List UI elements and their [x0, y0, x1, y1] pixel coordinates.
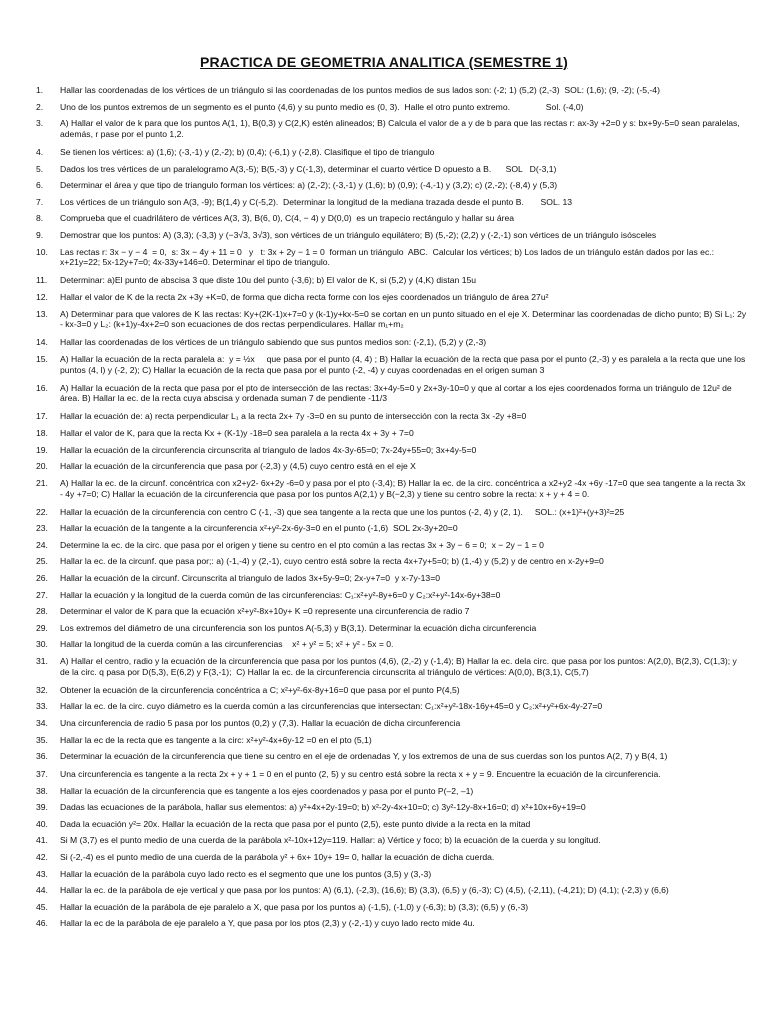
problem-text: Una circunferencia de radio 5 pasa por los puntos (0,2) y (7,3). Hallar la ecuación de dicha circunferencia [60, 717, 461, 728]
problem-number: 32. [36, 684, 48, 695]
problem-item [36, 507, 748, 518]
problem-text: A) Hallar el centro, radio y la ecuación de la circunferencia que pasa por los puntos (4,6), (2,-2) y (-1,4); B) Hallar la ec. dela circ. que pasa por los puntos: A(2,0), B(2,3), C(1,3); y de la circ. q pasa por D(5,3), E(6,2) y F(3,-1); C) Hallar la ec. de la circunferencia circunscrita al triángulo de vértices: A(0,0), B(3,1), C(5,7) [60, 655, 740, 677]
problem-item [36, 918, 748, 929]
problem-item [36, 718, 748, 729]
problem-number: 5. [36, 163, 44, 174]
problem-number: 31. [36, 655, 48, 666]
problem-text: Comprueba que el cuadrilátero de vértices A(3, 3), B(6, 0), C(4, − 4) y D(0,0) es un trapecio rectángulo y hallar su área [60, 213, 515, 224]
problem-number: 21. [36, 477, 48, 488]
problem-item [36, 590, 748, 601]
problem-text: A) Hallar la ec. de la circunf. concéntrica con x2+y2- 6x+2y -6=0 y pasa por el pto (-3,4); B) Hallar la ec. de la circ. concéntrica a x2+y2 -4x +6y -17=0 que sea tangente a la recta 3x - 4y +7=0; C) Hallar la ecuación de la circunferencia que pasa por los puntos A(2,1) y B(−2,3) y tiene su centro sobre la recta: x + y + 4 = 0. [60, 477, 748, 499]
problem-number: 36. [36, 751, 48, 762]
problem-text: Hallar el valor de K, para que la recta Kx + (K-1)y -18=0 sea paralela a la recta 4x + 3y + 7=0 [60, 428, 414, 439]
problem-text: Uno de los puntos extremos de un segmento es el punto (4,6) y su punto medio es (0, 3). Halle el otro punto extremo. Sol. (-4,0) [60, 101, 584, 112]
problem-number: 20. [36, 461, 48, 472]
problem-text: Hallar la ec de la parábola de eje paralelo a Y, que pasa por los ptos (2,3) y (-2,-1) y cuyo lado recto mide 4u. [60, 918, 475, 929]
problem-text: Una circunferencia es tangente a la recta 2x + y + 1 = 0 en el punto (2, 5) y su centro está sobre la recta x + y = 9. Encuentre la ecuación de la circunferencia. [60, 769, 661, 780]
problem-number: 23. [36, 523, 48, 534]
problem-text: Hallar la ecuación de la circunferencia con centro C (-1, -3) que sea tangente a la recta que une los puntos (-2, 4) y (2, 1). SOL.: (x+1)²+(y+3)²=25 [60, 506, 625, 517]
problem-item [36, 606, 748, 617]
problem-item [36, 786, 748, 797]
problem-item [36, 164, 748, 175]
problem-item [36, 428, 748, 439]
problem-number: 29. [36, 622, 48, 633]
problem-number: 10. [36, 246, 48, 257]
problem-number: 46. [36, 918, 48, 929]
problem-text: Hallar la ecuación de la parábola de eje paralelo a X, que pasa por los puntos a) (-1,5), (-1,0) y (-6,3); b) (3,3); (6,5) y (6,-3) [60, 901, 529, 912]
problem-number: 35. [36, 734, 48, 745]
problem-number: 7. [36, 196, 44, 207]
document-title: PRACTICA DE GEOMETRIA ANALITICA (SEMESTRE 1) [200, 54, 568, 70]
problem-item [36, 337, 748, 348]
problem-number: 38. [36, 785, 48, 796]
problem-number: 2. [36, 101, 44, 112]
problem-text: Determinar el área y que tipo de triangulo forman los vértices: a) (2,-2); (-3,-1) y (1,6); b) (0,9); (-4,-1) y (3,2); c) (2,-2); (-8,4) y (5,3) [60, 180, 558, 191]
problem-text: Obtener la ecuación de la circunferencia concéntrica a C; x²+y²-6x-8y+16=0 que pasa por el punto P(4,5) [60, 684, 460, 695]
problem-item [36, 902, 748, 913]
problem-text: Se tienen los vértices: a) (1,6); (-3,-1) y (2,-2); b) (0,4); (-6,1) y (-2,8). Clasifique el tipo de triangulo [60, 146, 435, 157]
problem-number: 33. [36, 701, 48, 712]
problem-item [36, 769, 748, 780]
problem-number: 3. [36, 118, 44, 129]
problem-item [36, 411, 748, 422]
problem-item [36, 247, 748, 269]
problem-text: Dadas las ecuaciones de la parábola, hallar sus elementos: a) y²+4x+2y-19=0; b) x²-2y-4x+10=0; c) 3y²-12y-8x+16=0; d) x²+10x+6y+19=0 [60, 802, 586, 813]
problem-text: Determine la ec. de la circ. que pasa por el origen y tiene su centro en el pto común a las rectas 3x + 3y − 6 = 0; x − 2y − 1 = 0 [60, 539, 544, 550]
problem-item [36, 802, 748, 813]
problem-item [36, 102, 748, 113]
problem-number: 42. [36, 852, 48, 863]
problem-item [36, 835, 748, 846]
problem-text: Si (-2,-4) es el punto medio de una cuerda de la parábola y² + 6x+ 10y+ 19= 0, hallar la ecuación de dicha cuerda. [60, 852, 495, 863]
problem-text: Hallar la ecuación de la circunferencia que es tangente a los ejes coordenados y pasa por el punto P(–2, –1) [60, 785, 474, 796]
problem-number: 39. [36, 802, 48, 813]
problem-item [36, 735, 748, 746]
problem-text: Hallar la ec de la recta que es tangente a la circ: x²+y²-4x+6y-12 =0 en el pto (5,1) [60, 734, 372, 745]
problem-item [36, 354, 748, 376]
problem-number: 22. [36, 506, 48, 517]
problem-number: 41. [36, 835, 48, 846]
problem-item [36, 292, 748, 303]
problem-number: 9. [36, 229, 44, 240]
problem-item [36, 656, 748, 678]
problem-item [36, 230, 748, 241]
problem-text: A) Hallar el valor de k para que los puntos A(1, 1), B(0,3) y C(2,K) estén alineados; B) Calcula el valor de a y de b para que las rectas r: ax-3y +2=0 y s: bx+9y-5=0 sean paralelas, además, r pase por el punto 1,2. [60, 118, 743, 139]
problem-number: 34. [36, 717, 48, 728]
problem-number: 8. [36, 213, 44, 224]
problem-text: Hallar la ec. de la circ. cuyo diámetro es la cuerda común a las circunferencias que intersectan: C₁:x²+y²-18x-16y+45=0 y C₂:x²+y²+6x-4y-27=0 [60, 701, 603, 712]
problem-text: Los vértices de un triángulo son A(3, -9); B(1,4) y C(-5,2). Determinar la longitud de la mediana trazada desde el punto B. SOL. 13 [60, 196, 573, 207]
problem-item [36, 197, 748, 208]
problem-text: Determinar: a)El punto de abscisa 3 que diste 10u del punto (-3,6); b) El valor de K, si (5,2) y (4,K) distan 15u [60, 275, 477, 286]
problem-text: Hallar la ecuación de la circunf. Circunscrita al triangulo de lados 3x+5y-9=0; 2x-y+7=0 y x-7y-13=0 [60, 572, 440, 583]
problem-number: 13. [36, 308, 48, 319]
problem-text: Hallar la ecuación de la circunferencia circunscrita al triangulo de lados 4x-3y-65=0; 7x-24y+55=0; 3x+4y-5=0 [60, 444, 477, 455]
problem-text: Dada la ecuación y²= 20x. Hallar la ecuación de la recta que pasa por el punto (2,5), este punto divide a la recta en la mitad [60, 818, 531, 829]
problem-item [36, 623, 748, 634]
problem-item [36, 819, 748, 830]
problem-item [36, 461, 748, 472]
problem-item [36, 213, 748, 224]
problem-item [36, 852, 748, 863]
problem-number: 25. [36, 556, 48, 567]
problem-text: A) Hallar la ecuación de la recta que pasa por el pto de intersección de las rectas: 3x+4y-5=0 y 2x+3y-10=0 y que al cortar a los ejes coordenados forma un triángulo de 12u² de área. B) Hallar la ec. de la recta cuya abscisa y ordenada suman 7 de pendiente -11/3 [60, 382, 735, 404]
problem-item [36, 118, 748, 140]
problem-text: Hallar la longitud de la cuerda común a las circunferencias x² + y² = 5; x² + y² - 5x = 0. [60, 639, 394, 650]
problem-item [36, 445, 748, 456]
problem-item [36, 275, 748, 286]
problem-item [36, 573, 748, 584]
problem-item [36, 383, 748, 405]
problem-number: 27. [36, 589, 48, 600]
problem-number: 40. [36, 818, 48, 829]
problem-item [36, 685, 748, 696]
problem-item [36, 309, 748, 331]
problem-text: Determinar la ecuación de la circunferencia que tiene su centro en el eje de ordenadas Y, y los extremos de una de sus cuerdas son los puntos A(2, 7) y B(4, 1) [60, 751, 668, 762]
problem-text: Hallar la ec. de la parábola de eje vertical y que pasa por los puntos: A) (6,1), (-2,3), (16,6); B) (3,3), (6,5) y (6,-3); C) (4,5), (-2,11), (-4,21); D) (4,1); (-2,3) y (6,6) [60, 885, 669, 896]
problem-number: 4. [36, 146, 44, 157]
problem-item [36, 540, 748, 551]
problem-item [36, 869, 748, 880]
problem-item [36, 478, 748, 500]
problem-number: 44. [36, 885, 48, 896]
problem-item [36, 639, 748, 650]
problem-number: 6. [36, 180, 44, 191]
problem-item [36, 85, 748, 96]
problem-item [36, 701, 748, 712]
problem-text: Hallar las coordenadas de los vértices de un triángulo si las coordenadas de los puntos medios de sus lados son: (-2; 1) (5,2) (2,-3) SOL: (1,6); (9, -2); (-5,-4) [60, 85, 660, 95]
problem-text: A) Determinar para que valores de K las rectas: Ky+(2K-1)x+7=0 y (k-1)y+kx-5=0 se cortan en un punto situado en el eje X. Determinar las coordenadas de dicho punto; B) Si L₁: 2y - kx-3=0 y L₂: (k+1)y-4x+2=0 son ecuaciones de dos rectas perpendiculares. Hallar m₁+m₂ [60, 308, 749, 330]
problem-text: Las rectas r: 3x − y − 4 = 0, s: 3x − 4y + 11 = 0 y t: 3x + 2y − 1 = 0 forman un triángulo ABC. Calcular los vértices; b) Los lados de un triángulo están dados por las ec.: x+21y=22; 5x-12y+7=0; 4x-33y+146=0. Determinar el tipo de triangulo. [60, 246, 717, 268]
problem-text: Hallar la ecuación de: a) recta perpendicular L₁ a la recta 2x+ 7y -3=0 en su punto de intersección con la recta 3x -2y +8=0 [60, 411, 527, 422]
problem-number: 17. [36, 411, 48, 422]
problem-number: 18. [36, 428, 48, 439]
problem-number: 45. [36, 901, 48, 912]
problem-number: 11. [36, 275, 48, 286]
problem-number: 24. [36, 539, 48, 550]
problem-item [36, 885, 748, 896]
problem-text: Hallar el valor de K de la recta 2x +3y +K=0, de forma que dicha recta forme con los ejes coordenados un triángulo de área 27u² [60, 291, 549, 302]
problem-number: 43. [36, 868, 48, 879]
problem-item [36, 180, 748, 191]
problem-text: Hallar la ecuación de la circunferencia que pasa por (-2,3) y (4,5) cuyo centro está en el eje X [60, 461, 416, 472]
problem-text: Hallar la ecuación y la longitud de la cuerda común de las circunferencias: C₁:x²+y²-8y+6=0 y C₂:x²+y²-14x-6y+38=0 [60, 589, 501, 600]
problem-item [36, 523, 748, 534]
problem-number: 1. [36, 85, 44, 95]
problem-text: Hallar la ecuación de la tangente a la circunferencia x²+y²-2x-6y-3=0 en el punto (-1,6) SOL 2x-3y+20=0 [60, 523, 458, 534]
problem-list [36, 85, 748, 935]
problem-number: 28. [36, 606, 48, 617]
problem-item [36, 556, 748, 567]
problem-text: Si M (3,7) es el punto medio de una cuerda de la parábola x²-10x+12y=119. Hallar: a) Vértice y foco; b) la ecuación de la cuerda y su longitud. [60, 835, 601, 846]
problem-number: 30. [36, 639, 48, 650]
problem-text: Demostrar que los puntos: A) (3,3); (-3,3) y (−3√3, 3√3), son vértices de un triángulo equilátero; B) (5,-2); (2,2) y (-2,-1) son vértices de un triángulo isósceles [60, 229, 657, 240]
problem-number: 15. [36, 353, 48, 364]
problem-text: Hallar la ec. de la circunf. que pasa por;: a) (-1,-4) y (2,-1), cuyo centro está sobre la recta 4x+7y+5=0; b) (1,-4) y (5,2) y de centro en x-2y+9=0 [60, 556, 604, 567]
problem-item [36, 147, 748, 158]
problem-number: 12. [36, 291, 48, 302]
problem-text: Determinar el valor de K para que la ecuación x²+y²-8x+10y+ K =0 represente una circunferencia de radio 7 [60, 606, 470, 617]
problem-number: 37. [36, 769, 48, 780]
problem-number: 14. [36, 337, 48, 348]
problem-text: A) Hallar la ecuación de la recta paralela a: y = ½x que pasa por el punto (4, 4) ; B) Hallar la ecuación de la recta que pasa por el punto (2,-3) y es paralela a la recta que une los puntos (4, l) y (-2, 2); C) Hallar la ecuación de la recta que pasa por el punto (-2, -4) y cuyas coordenadas en el origen suman 3 [60, 353, 748, 375]
problem-text: Hallar la ecuación de la parábola cuyo lado recto es el segmento que une los puntos (3,5) y (3,-3) [60, 868, 432, 879]
problem-text: Dados los tres vértices de un paralelogramo A(3,-5); B(5,-3) y C(-1,3), determinar el cuarto vértice D opuesto a B. SOL D(-3,1) [60, 163, 557, 174]
problem-text: Los extremos del diámetro de una circunferencia son los puntos A(-5,3) y B(3,1). Determinar la ecuación dicha circunferencia [60, 622, 537, 633]
problem-number: 16. [36, 382, 48, 393]
problem-item [36, 751, 748, 762]
problem-text: Hallar las coordenadas de los vértices de un triángulo sabiendo que sus puntos medios son: (-2,1), (5,2) y (2,-3) [60, 337, 487, 348]
problem-number: 19. [36, 444, 48, 455]
problem-number: 26. [36, 572, 48, 583]
